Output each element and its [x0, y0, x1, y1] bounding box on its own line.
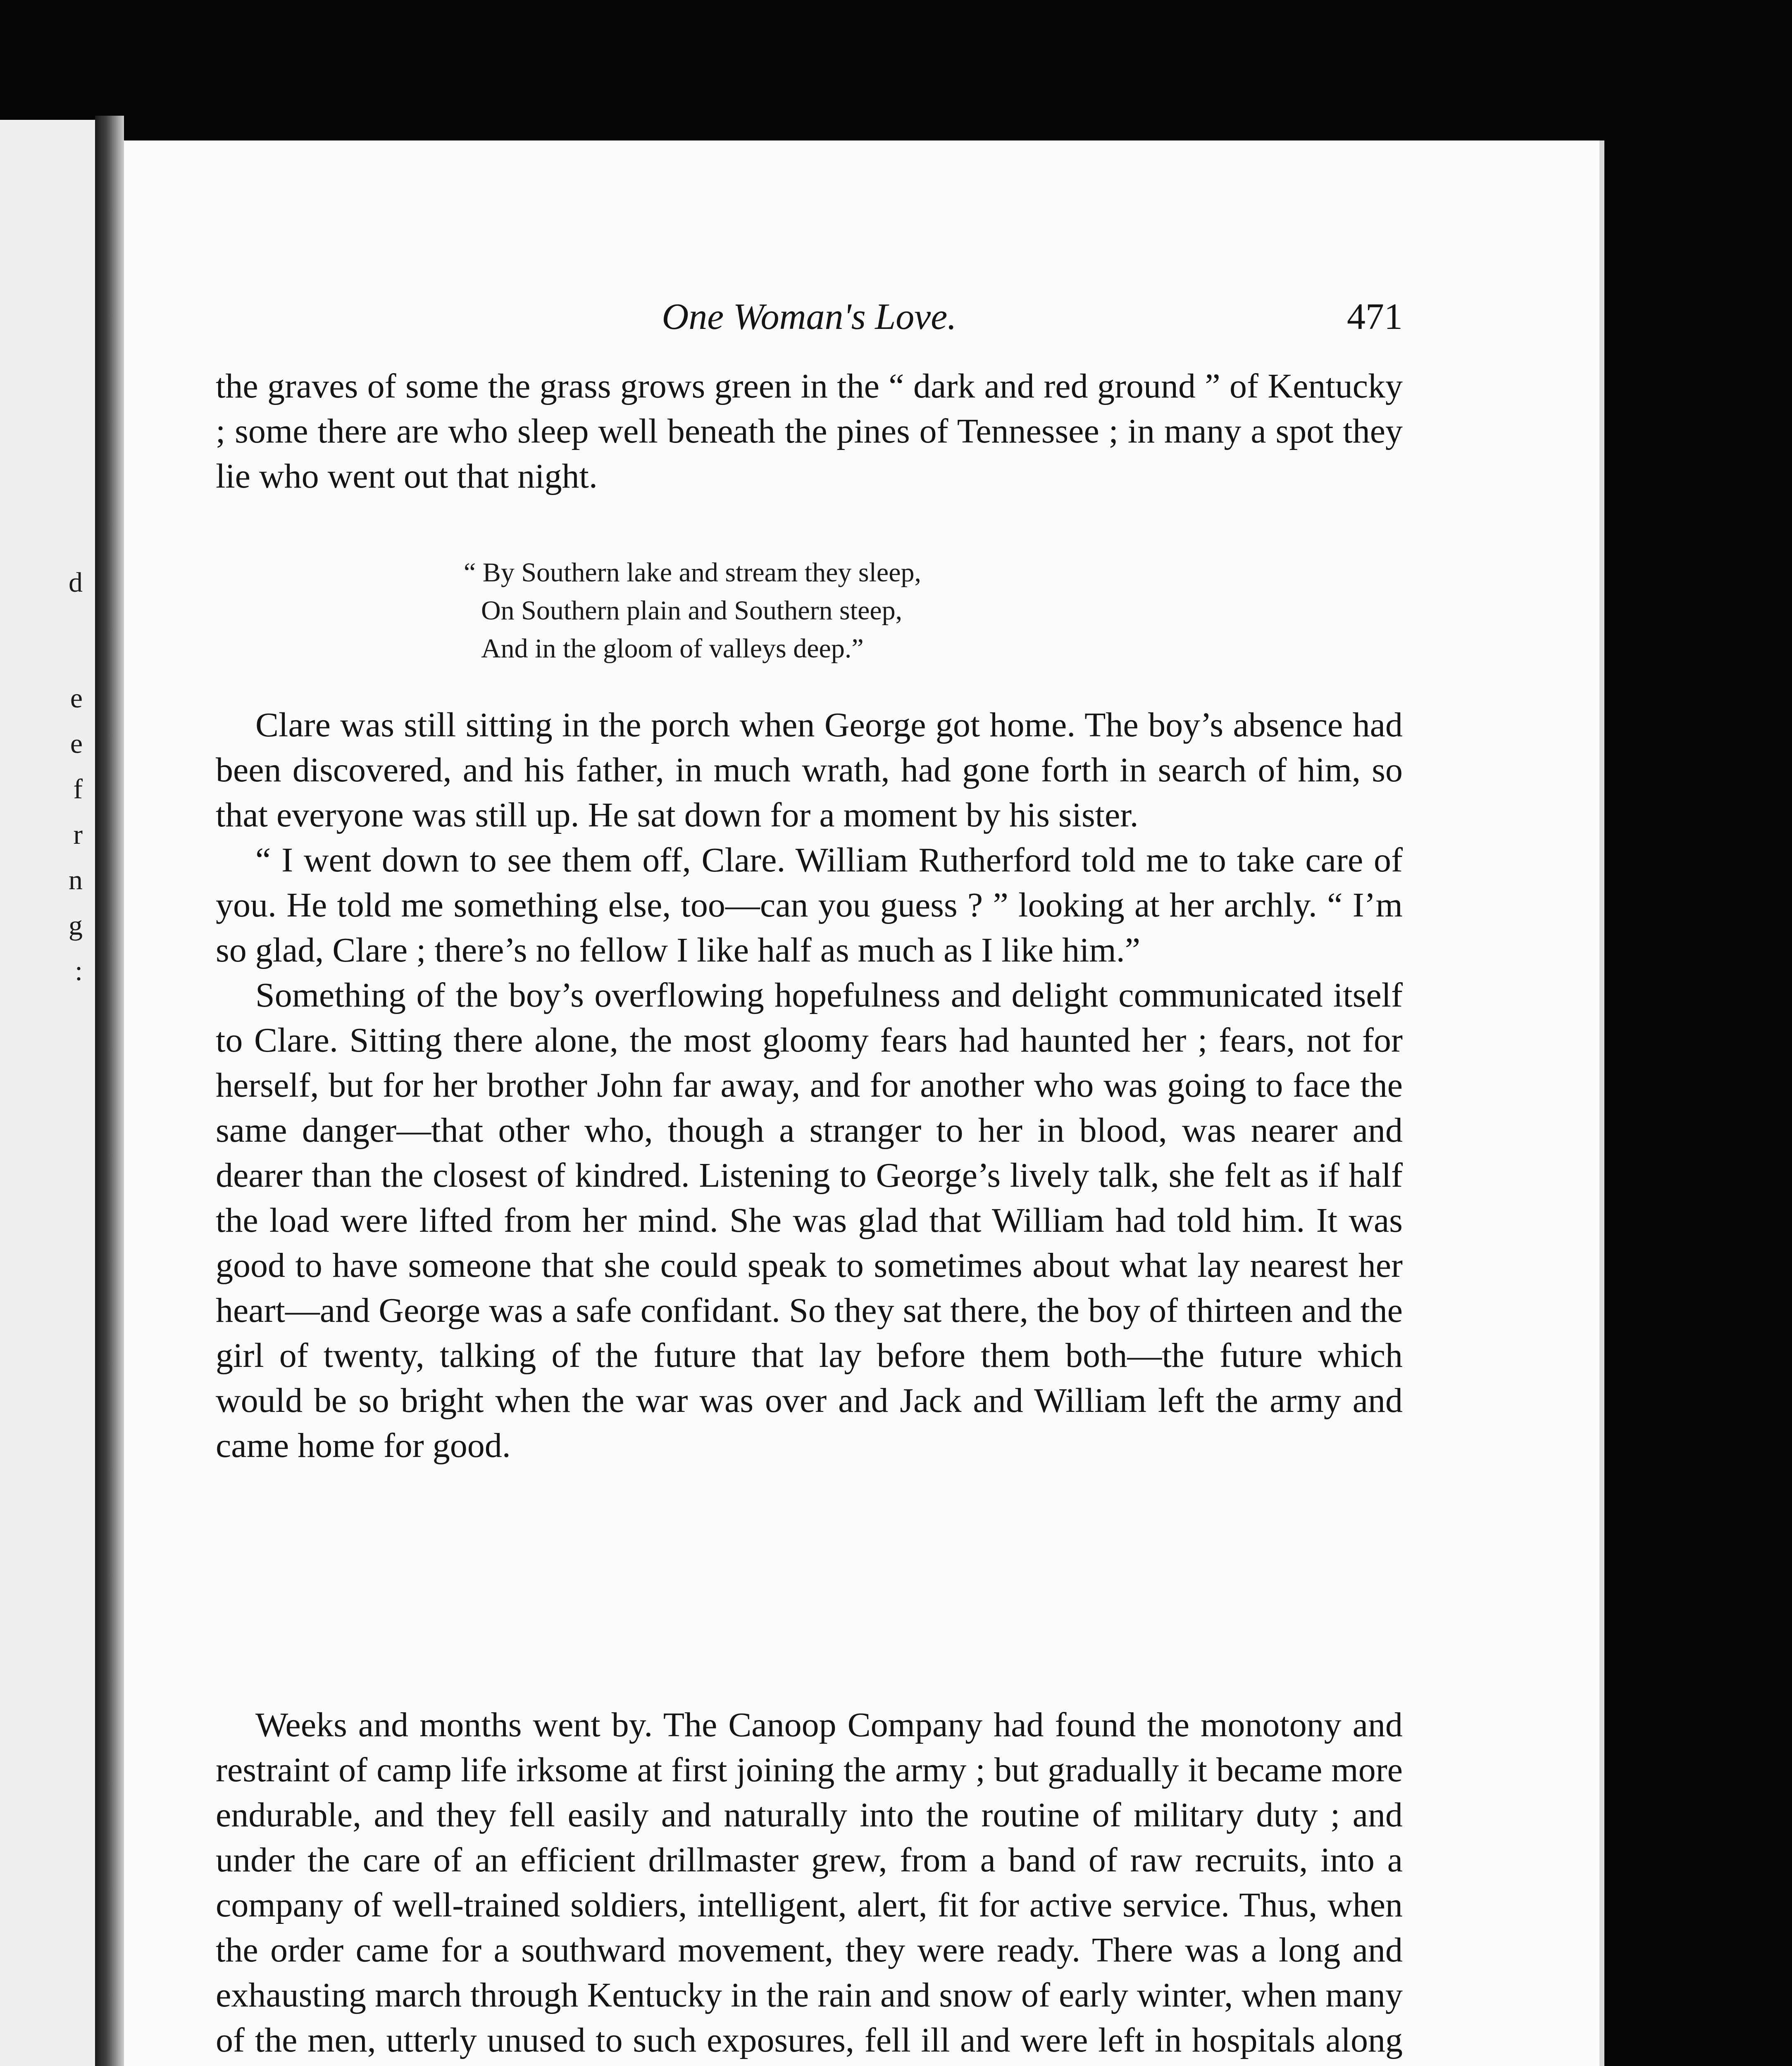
left-page-fragment: d [69, 566, 83, 598]
left-page-fragment: e [70, 728, 83, 759]
running-title: One Woman's Love. [662, 296, 957, 337]
book-page [124, 140, 1599, 2066]
verse-line: “ By Southern lake and stream they sleep, [464, 557, 922, 588]
left-page-fragment: g [69, 909, 83, 941]
left-page-fragment: f [73, 773, 83, 805]
paragraph: Something of the boy’s overflowing hopefulness and delight communicated itself to Clare. Sitting there alone, the most gloomy fears had haunted her ; fears, not for herself, but for her brother John far away, and for another who was going to face the same danger—that other who, though a stranger to her in blood, was nearer and dearer than the closest of kindred. Listening to George’s lively talk, she felt as if half the load were lifted from her mind. She was glad that William had told him. It was good to have someone that she could speak to sometimes about what lay nearest her heart—and George was a safe confidant. So they sat there, the boy of thirteen and the girl of twenty, talking of the future that lay before them both—the future which would be so bright when the war was over and Jack and William left the army and came home for good. [216, 976, 1403, 1465]
book-gutter [95, 116, 124, 2066]
verse-quote [464, 554, 1125, 668]
left-page-fragment: n [69, 864, 83, 895]
left-page-fragment: : [75, 955, 83, 986]
page-number: 471 [1347, 296, 1403, 337]
paragraph: Weeks and months went by. The Canoop Company had found the monotony and restraint of camp life irksome at first joining the army ; but gradually it became more endurable, and they fell easily and naturally into the routine of military duty ; and under the care of an efficient drillmaster grew, from a band of raw recruits, into a company of well-trained soldiers, intelligent, alert, fit for active service. Thus, when the order came for a southward movement, they were ready. There was a long and exhausting march through Kentucky in the rain and snow of early winter, when many of the men, utterly unused to such exposures, fell ill and were left in hospitals along [216, 1706, 1403, 2059]
paragraph: the graves of some the grass grows green in the “ dark and red ground ” of Kentucky ; some there are who sleep well beneath the pines of Tennessee ; in many a spot they lie who went out that night. [216, 367, 1403, 495]
left-page-fragment: e [70, 682, 83, 714]
paragraph: “ I went down to see them off, Clare. William Rutherford told me to take care of you. He told me something else, too—can you guess ? ” looking at her archly. “ I’m so glad, Clare ; there’s no fellow I like half as much as I like him.” [216, 841, 1403, 969]
running-head [216, 295, 1403, 341]
left-page-edge [0, 120, 104, 2066]
opening-paragraph-block [216, 364, 1403, 499]
left-page-fragment: r [73, 819, 83, 850]
body-text-section-1 [216, 702, 1403, 1468]
verse-line: On Southern plain and Southern steep, [481, 595, 903, 626]
body-text-section-2 [216, 1702, 1403, 2066]
verse-line: And in the gloom of valleys deep.” [481, 633, 864, 664]
paragraph: Clare was still sitting in the porch when George got home. The boy’s absence had been discovered, and his father, in much wrath, had gone forth in search of him, so that everyone was still up. He sat down for a moment by his sister. [216, 706, 1403, 834]
